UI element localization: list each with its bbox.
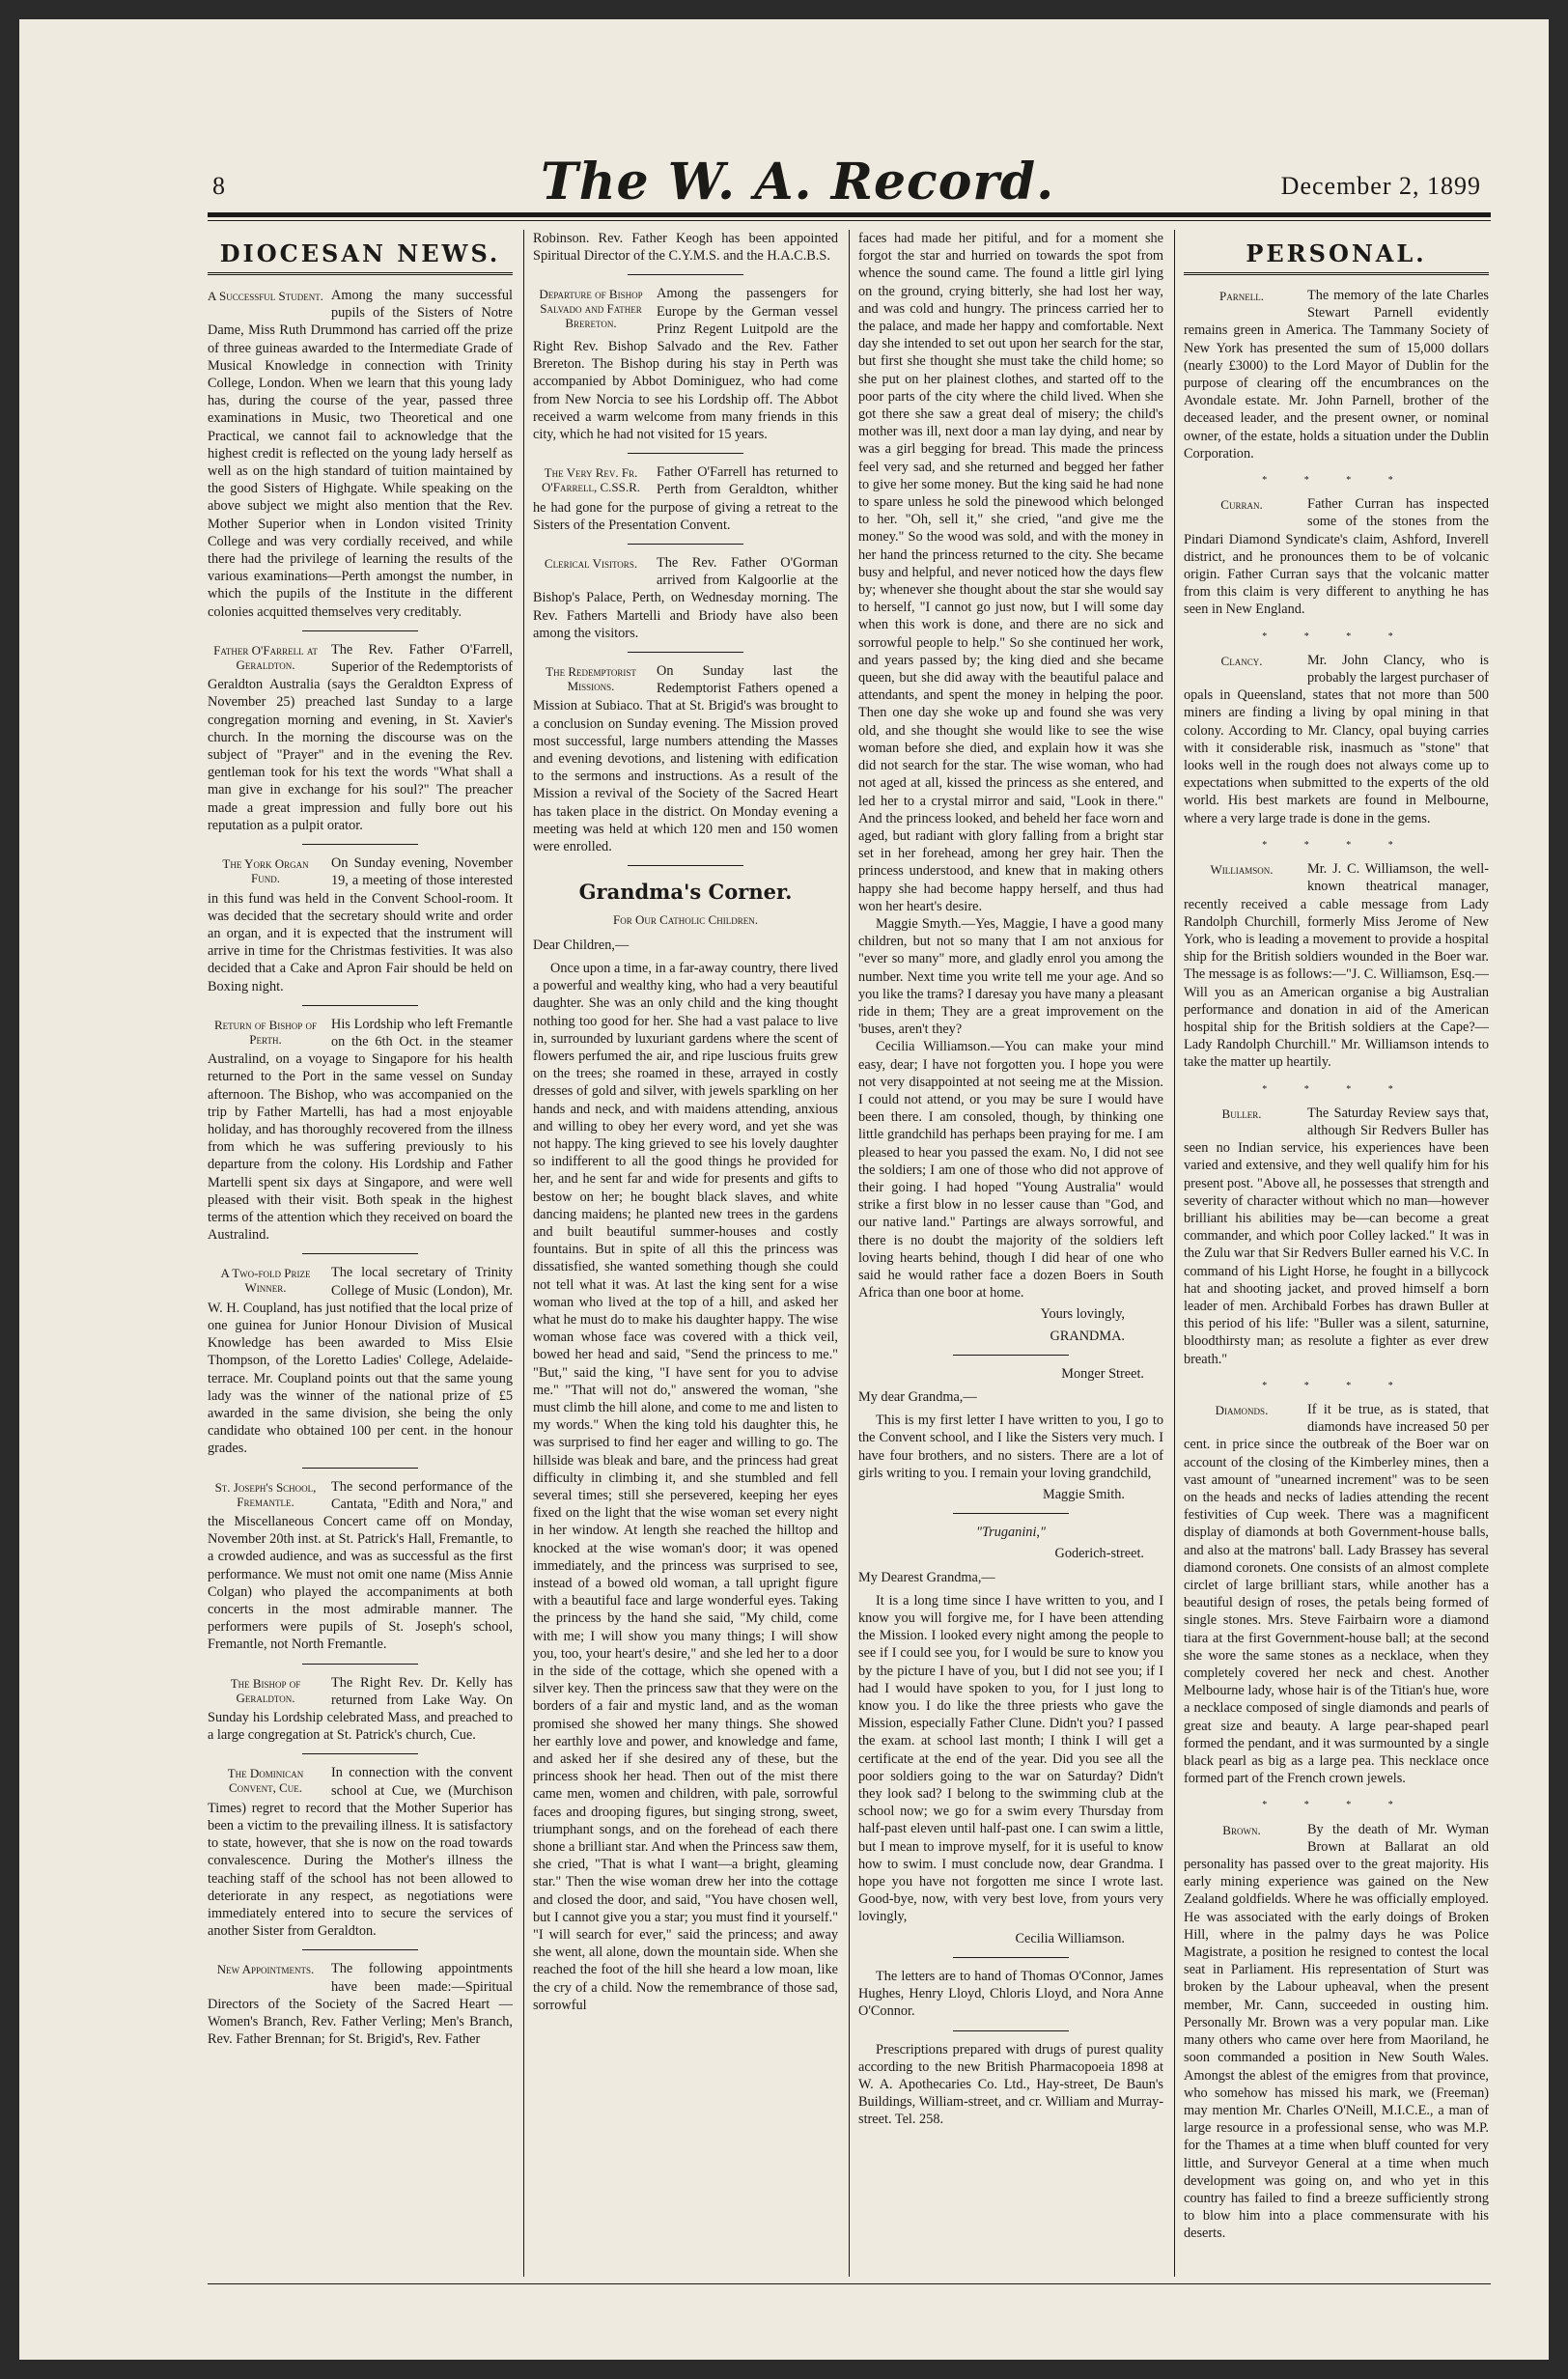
grandmas-corner-subtitle: For Our Catholic Children. (613, 911, 758, 927)
item-sidehead: Diamonds. (1215, 1402, 1269, 1417)
section-heading-personal: PERSONAL. (1184, 239, 1489, 275)
divider (302, 1753, 418, 1754)
item-text: Mr. John Clancy, who is probably the largest purchaser of opals in Queensland, states that not more than 500 miners are finding a living by opal mining in that colony. According to Mr. Clancy, opal buying carries with it considerable risk, inasmuch as "stone" that looks well in the rough does not always come up to expectations when submitted to the experts of the old world. His best markets are found in Melbourne, where a very large trade is done in the gems. (1184, 652, 1489, 826)
item-sidehead: Departure of Bishop Salvado and Father Brereton. (539, 287, 643, 331)
news-item (208, 1016, 513, 1245)
item-sidehead: Parnell. (1219, 289, 1264, 303)
column-three (858, 230, 1163, 2277)
signoff-grandma: GRANDMA. (1050, 1328, 1125, 1344)
divider (302, 1664, 418, 1665)
item-sidehead: Clancy. (1220, 653, 1263, 668)
divider (628, 544, 743, 545)
masthead (19, 19, 1549, 212)
item-sidehead: The Redemptorist Missions. (546, 664, 636, 694)
news-item (533, 285, 838, 443)
column-rule (849, 230, 850, 2277)
item-text: Among the many successful pupils of the Sisters of Notre Dame, Miss Ruth Drummond has carried off the prize of three guineas awarded to the Intermediate Grade of Musical Knowledge in connection with Trinity College, London. When we learn that this young lady has, during the course of the year, passed three examinations in Music, two Theoretical and one Practical, we cannot fail to acknowledge that the highest credit is reflected on the young lady herself as well as on the high standard of tuition maintained by the good Sisters of Highgate. While speaking on the above subject we might also mention that the Rev. Mother Superior when in London visited Trinity College and was very cordially received, and while there had the privilege of learning the results of the various examinations—Perth amongst the number, in which the pupils of the Institute in the different colonies acquitted themselves very creditably. (208, 288, 513, 620)
page-number: 8 (212, 172, 225, 200)
divider (953, 1957, 1069, 1958)
item-text: The Right Rev. Dr. Kelly has returned from Lake Way. On Sunday his Lordship celebrated Mass, and preached to a large congregation at St. Patrick's church, Cue. (208, 1674, 513, 1744)
news-item (1184, 1105, 1489, 1368)
news-item (1184, 287, 1489, 462)
reply-maggie-smyth: Maggie Smyth.—Yes, Maggie, I have a good many children, but not so many that I am not anxious for "ever so many" more, and gladly enrol you among the number. Next time you write tell me your age. And so you like the trams? I daresay you have many a pleasant ride in them; They are a great improvement on the 'buses, aren't they? (858, 915, 1163, 1038)
news-item (208, 1960, 513, 2048)
item-sidehead: Curran. (1220, 497, 1263, 513)
letter-address: "Truganini," (976, 1525, 1046, 1541)
column-rule (523, 230, 524, 2277)
letter-address-street: Goderich-street. (1054, 1546, 1144, 1562)
advertisement: Prescriptions prepared with drugs of purest quality according to the new British Pharmacopoeia 1898 at W. A. Apothecaries Co. Ltd., Hay-street, De Baun's Buildings, William-street, and cr. William and Murray-street. Tel. 258. (858, 2041, 1163, 2128)
item-text: On Sunday evening, November 19, a meeting of those interested in this fund was held in the Convent School-room. It was decided that the secretary should write and order an organ, and it is expected that the instrument will arrive in time for the Christmas festivities. It was also decided that a Cake and Apron Fair should be held on Boxing night. (208, 855, 513, 994)
item-text: The second performance of the Cantata, "Edith and Nora," and the Miscellaneous Concert came off on Monday, November 20th inst. at St. Patrick's Hall, Fremantle, to a crowded audience, and was as successful as the first performance. We must not omit one name (Miss Annie Colgan) who played the accompaniments at both concerts in the most admirable manner. The performers were pupils of St. Joseph's school, Fremantle, not North Fremantle. (208, 1478, 513, 1653)
salutation: Dear Children,— (533, 937, 630, 953)
news-item (533, 554, 838, 642)
letter-body: This is my first letter I have written to you, I go to the Convent school, and I like the Sisters very much. I have four brothers, and no sisters. There are a lot of girls writing to you. I remain your loving grandchild, (858, 1413, 1163, 1481)
letter-body: It is a long time since I have written to you, and I know you will forgive me, for I have been attending the Mission. I looked every night among the people to see if I could see you, for I would be sure to know you by the picture I have of you, but I did not see you; if I had I would have spoken to you, for I just long to know you. I do like the three priests who gave the Mission, especially Father Clune. Didn't you? I passed the exam. at school last month; I think I will get a certificate at the end of the year. Did you see all the poor soldiers going to the war on Saturday? Didn't they look sad? I belong to the swimming club at the school now; we go for a swim every Thursday from half-past eleven until half-past one. I can swim a little, but I mean to improve myself, for it is useful to know how to swim. I must conclude now, dear Grandma. I hope you have not forgotten me since I wrote last. Good-bye, now, with very best love, from yours very lovingly, (858, 1592, 1163, 1925)
item-sidehead: Buller. (1221, 1106, 1262, 1121)
letter-signature: Cecilia Williamson. (1015, 1930, 1125, 1946)
column-two (533, 230, 838, 2277)
divider (628, 865, 743, 866)
issue-date: December 2, 1899 (1280, 172, 1481, 200)
reply-cecilia-williamson: Cecilia Williamson.—You can make your mind easy, dear; I have not forgotten you. I hope you were not very disappointed at not seeing me at the Mission. I could not attend, or you may be sure I would have been there. I am consoled, though, by thinking one little grandchild has perhaps been praying for me. I am pleased to hear you passed the exam. No, I did not see the soldiers; I am one of those who did not approve of their going. I had hoped "Young Australia" would strike a first blow in no lesser cause than "God, and our native land." Partings are always sorrowful, and there is no doubt the majority of the soldiers left loving hearts behind, though I did hear of one who said he would rather face a dozen Boers in South Africa than one boor at home. (858, 1039, 1163, 1301)
item-text: Father O'Farrell has returned to Perth from Geraldton, whither he had gone for the purpose of giving a retreat to the Sisters of the Presentation Convent. (533, 464, 838, 533)
divider (628, 652, 743, 653)
news-item (1184, 652, 1489, 827)
news-item (1184, 860, 1489, 1071)
news-item (1184, 1821, 1489, 2243)
divider (953, 1355, 1069, 1356)
item-text: The local secretary of Trinity College of Music (London), Mr. W. H. Coupland, has just notified that the local prize of one guinea for Junior Honour Division of Musical Knowledge has been awarded to Miss Elsie Thompson, of the Loretto Ladies' College, Adelaide-terrace. Mr. Coupland points out that the same young lady was the winner of the national prize of £5 awarded in the same division, she being the only candidate who obtained 100 per cent. in the honour grades. (208, 1265, 513, 1457)
column-personal (1184, 230, 1489, 2277)
news-item (533, 662, 838, 855)
divider (953, 1513, 1069, 1514)
newspaper-page (19, 19, 1549, 2360)
item-sidehead: A Two-fold Prize Winner. (220, 1266, 311, 1296)
letter-signature: Maggie Smith. (1043, 1487, 1125, 1503)
news-item (208, 854, 513, 995)
separator-stars: * * * * (1262, 475, 1411, 487)
masthead-rule (208, 212, 1491, 217)
item-text: The memory of the late Charles Stewart Parnell evidently remains green in America. The Tammany Society of New York has presented the sum of 15,000 dollars (nearly £3000) to the Lord Mayor of Dublin for the purpose of clearing off the encumbrances on the Avondale estate. Mr. John Parnell, brother of the deceased leader, and the present owner, or nominal owner, of the estate, holds a situation under the Dublin Corporation. (1184, 288, 1489, 462)
diocesan-news-items (208, 287, 513, 2048)
grandmas-corner-title: Grandma's Corner. (578, 880, 793, 905)
item-text: Mr. J. C. Williamson, the well-known theatrical manager, recently received a cable message from Lady Randolph Churchill, formerly Miss Jerome of New York, who is leading a movement to provide a hospital ship for the British soldiers wounded in the Boer war. The message is as follows:—"J. C. Williamson, Esq.—Will you as an American organise a big Australian performance and donation in aid of the American hospital ship for the British soldiers at the Cape?—Lady Randolph Churchill." Mr. Williamson intends to take the matter up heartily. (1184, 861, 1489, 1071)
item-sidehead: St. Joseph's School, Fremantle. (214, 1479, 317, 1509)
separator-stars: * * * * (1262, 839, 1411, 851)
news-item (208, 1478, 513, 1654)
item-sidehead: Williamson. (1210, 862, 1274, 878)
item-text: On Sunday last the Redemptorist Fathers opened a Mission at Subiaco. That at St. Brigid's was brought to a conclusion on Sunday evening. The Mission proved most successful, large numbers attending the Masses and evening devotions, and listening with edification to the sermons and instructions. As a result of the Mission a revival of the Society of the Sacred Heart has taken place in the district. On Monday evening a meeting was held at which 120 men and 150 women were enrolled. (533, 663, 838, 855)
item-text: The Rev. Father O'Farrell, Superior of the Redemptorists of Geraldton Australia (says the Geraldton Express of November 25) preached last Sunday to a large congregation morning and evening, in St. Xavier's church. In the morning the discourse was on the subject of "Prayer" and in the evening the Rev. gentleman took for his text the words "What shall a man give in exchange for his soul?" The preacher made a great impression and fully bore out his reputation as a pulpit orator. (208, 641, 513, 833)
divider (302, 1253, 418, 1254)
column-diocesan-news (208, 230, 513, 2277)
divider (628, 453, 743, 454)
item-sidehead: Brown. (1222, 1822, 1261, 1837)
columns (208, 230, 1491, 2277)
news-item (208, 1674, 513, 1745)
item-sidehead: The Dominican Convent, Cue. (227, 1766, 304, 1796)
separator-stars: * * * * (1262, 1380, 1411, 1391)
letter-salutation: My dear Grandma,— (858, 1389, 977, 1405)
news-item (1184, 1401, 1489, 1787)
item-text: Among the passengers for Europe by the German vessel Prinz Regent Luitpold are the Right Rev. Bishop Salvado and the Rev. Father Brereton. The Bishop during his stay in Perth was accompanied by Abbot Dominiguez, who had come from New Norcia to see his Lordship off. The Abbot received a warm welcome from many friends in this city, which he had not visited for 15 years. (533, 286, 838, 443)
story-text: Once upon a time, in a far-away country, there lived a powerful and wealthy king, who had a very beautiful daughter. She was an only child and the king thought nothing too good for her. She had a vast palace to live in, surrounded by luxuriant gardens where the scent of flowers perfumed the air, and ripe luscious fruits grew on the trees; she roamed in these, arrayed in costly dresses of gold and silver, with jewels sparkling on her hands and neck, and with maidens attending, anxious and willing to obey her every word, and yet she was not happy. The king grieved to see his lovely daughter so indifferent to all the good things he provided for her, and he sent far and wide for presents and gifts to bestow on her; he bought black slaves, and white dancing maidens; he planted new trees in the gardens and built beautiful summer-houses and costly fountains. But in spite of all this the princess was dissatisfied, she wanted something though she could not tell what it was. At last the king sent for a wise woman who lived at the top of a hill, and asked her what he must do to make his daughter happy. The wise woman whose face was covered with a thick veil, bowed her head and said, "Send the princess to me." "But," said the king, "I have sent for you to advise me." "That will not do," answered the woman, "she must climb the hill alone, and come to me and listen to my words." When the king told his daughter this, he was surprised to find her eager and willing to go. The hillside was bleak and bare, and the princess had great difficulty in climbing it, and she stumbled and fell several times; still she persevered, keeping her eyes fixed on the light that the wise woman set every night in her window. At length she reached the hilltop and knocked at the wise woman's door; it was opened immediately, and the princess was surprised to see, instead of a bowed old woman, a tall upright figure with a beautiful face and large wonderful eyes. Taking the princess by the hand she said, "My child, come with me; I will show you many things; I will show you, too, your heart's desire," and she led her to a door in the side of the cottage, which she opened with a silver key. Then the princess saw that they were on the borders of a fair and mystic land, and as the woman promised she showed her many things. She showed her earthly love and power, and knowledge and fame, and asked her if she desired any of these, but the princess shook her head. Then out of the mist there came men, women and children, with pale, sorrowful faces and drooping figures, but singing strong, sweet, triumphant songs, and on the forehead of each there shone a brilliant star. And when the Princess saw them, she cried, "That is what I want—a bright, gleaming star." Then the wise woman drew her into the cottage and closed the door, and said, "You have chosen well, but I cannot give you a star; you must find it yourself." "I will search for ever," said the princess; and away she went, all alone, down the mountain side. When she reached the foot of the hill she heard a low moan, like the cry of a child. Now the remembrance of those sad, sorrowful (533, 960, 838, 2013)
personal-items (1184, 287, 1489, 2243)
newspaper-title: The W. A. Record. (541, 153, 1055, 211)
item-text: In connection with the convent school at Cue, we (Murchison Times) regret to record that the Mother Superior has been a victim to the prevailing illness. It is satisfactory to state, however, that she is now on the road towards convalescence. During the Mother's illness the teaching staff of the school has not been allowed to deteriorate in any respect, as negotiations were immediately entered into to secure the services of another Sister from Geraldton. (208, 1765, 513, 1940)
item-sidehead: The York Organ Fund. (222, 856, 309, 886)
divider (302, 1468, 418, 1469)
masthead-rule-thin (208, 220, 1491, 221)
continued-paragraph: Robinson. Rev. Father Keogh has been appointed Spiritual Director of the C.Y.M.S. and the H.A.C.B.S. (533, 231, 838, 265)
item-text: The following appointments have been made:—Spiritual Directors of the Society of the Sacred Heart — Women's Branch, Rev. Father Verling; Men's Branch, Rev. Father Brennan; for St. Brigid's, Rev. Father (208, 1961, 513, 2048)
item-sidehead: Clerical Visitors. (544, 556, 638, 572)
item-text: Father Curran has inspected some of the stones from the Pindari Diamond Syndicate's claim, Ashford, Inverell district, and he pronounces them to be of volcanic origin. Father Curran says that the volcanic matter from this claim is very different to anything he has seen in New England. (1184, 496, 1489, 618)
divider (302, 630, 418, 631)
item-text: The Rev. Father O'Gorman arrived from Kalgoorlie at the Bishop's Palace, Perth, on Wednesday morning. The Rev. Fathers Martelli and Briody have also been among the visitors. (533, 555, 838, 641)
item-sidehead: The Very Rev. Fr. O'Farrell, C.SS.R. (541, 465, 640, 495)
column-two-items (533, 285, 838, 855)
column-rule (1174, 230, 1175, 2277)
item-text: His Lordship who left Fremantle on the 6th Oct. in the steamer Australind, on a voyage to Singapore for his health returned to the Port in the same vessel on Sunday afternoon. The Bishop, who was accompanied on the trip by Father Martelli, has had a most enjoyable holiday, and has thoroughly recovered from the illness from which he was suffering previously to his departure from the colony. His Lordship and Father Martelli spent six days at Singapore, and were well pleased with their visit. Both speak in the highest terms of the attention which they received on board the Australind. (208, 1016, 513, 1244)
news-item (533, 463, 838, 534)
signoff-line: Yours lovingly, (1040, 1306, 1125, 1323)
letters-received-note: The letters are to hand of Thomas O'Connor, James Hughes, Henry Lloyd, Chloris Lloyd, and Nora Anne O'Connor. (858, 1968, 1163, 2020)
news-item (208, 641, 513, 834)
news-item (208, 1264, 513, 1457)
divider (302, 1949, 418, 1950)
divider (628, 274, 743, 275)
section-heading-diocesan-news: DIOCESAN NEWS. (208, 239, 513, 275)
news-item (208, 287, 513, 621)
news-item (1184, 495, 1489, 618)
item-sidehead: The Bishop of Geraldton. (230, 1675, 301, 1705)
divider (302, 1005, 418, 1006)
divider (302, 844, 418, 845)
item-sidehead: Father O'Farrell at Geraldton. (213, 642, 318, 672)
news-item (208, 1764, 513, 1940)
divider (953, 2030, 1069, 2031)
item-sidehead: A Successful Student. (208, 289, 323, 303)
item-text: If it be true, as is stated, that diamonds have increased 50 per cent. in price since the outbreak of the Boer war on account of the closing of the Kimberley mines, then a vast amount of "unearned increment" was to be seen on the heads and necks of ladies attending the recent festivities of Cup week. There was a magnificent display of diamonds at both Government-house balls, and also at the matrons' ball. Lady Brassey has several diamond coronets. One consists of an almost complete circlet of large brilliant stars, while another has a beautiful design of roses, the petals being formed of single stones. Mrs. Steve Fairbairn wore a diamond tiara at the first Government-house ball; at the second she wore the same stones as a necklace, when they completely covered her neck and chest. Another Melbourne lady, whose hair is of the Titian's hue, wore a necklace composed of single diamonds and pearls of great size and beauty. A large pear-shaped pearl formed the pendant, and it was surmounted by a single black pearl as big as a large pea. This necklace once formed part of the French crown jewels. (1184, 1401, 1489, 1787)
story-continued: faces had made her pitiful, and for a moment she forgot the star and hurried on towards the spot from whence the sound came. The found a little girl lying on the ground, crying bitterly, she had lost her way, and was cold and hungry. The princess carried her to the palace, and made her happy and comfortable. Next day she intended to set out upon her search for the star, but first she thought she must take the child home; so she put on her plainest clothes, and started off to the poor parts of the city where the child lived. When she got there she saw a great deal of misery; the child's mother was ill, next door a man lay dying, and near by was a girl begging for bread. This made the princess feel very sad, and she returned and begged her father to give her some money. But the king said he had none to spare unless he sold the pinewood which belonged to her. "Oh, sell it," she cried, "and give me the money." So the wood was sold, and with the money in her hand the princess returned to the city. She became busy and helpful, and never noticed how the days flew by; whenever she thought about the star she would say to herself, "I cannot go just now, but I will some day when this work is done, and there are no sick and sorrowful people to help." So she continued her work, and years passed by; the king died and she became queen, but she did away with the beautiful palace and attendants, and spent the money in helping the poor. Then one day she woke up and found she was very old, and she thought she would like to see the wise woman before she died, and explain how it was she did not search for the star. The wise woman, who had not aged at all, kissed the princess as she entered, and led her to a crystal mirror and said, "Look in there." And the princess looked, and beheld her face worn and aged, but radiant with glory falling from a bright star set in her forehead, among her grey hair. Then the princess understood, and knew that in making others happy she had become happy herself, and thus had won her heart's desire. (858, 231, 1163, 914)
letter-address: Monger Street. (1061, 1365, 1144, 1382)
bottom-rule (208, 2283, 1491, 2284)
letter-salutation: My Dearest Grandma,— (858, 1569, 995, 1585)
item-sidehead: New Appointments. (216, 1962, 315, 1977)
item-text: By the death of Mr. Wyman Brown at Ballarat an old personality has passed over to the great majority. His early mining experience was gained on the New Zealand goldfields. Where he was officially employed. He was associated with the early doings of Broken Hill, where in the palmy days he was Police Magistrate, a position he resigned to contest the local seat in Parliament. His representation of Sturt was broken by the Labour upheaval, when the present member, Mr. Cann, succeeded in ousting him. Personally Mr. Brown was a very popular man. Like many others who came over here from Maoriland, he soon commanded a position in New South Wales. Amongst the ablest of the emigres from that province, who somehow has missed his mark, we (Freeman) may mention Mr. Charles O'Neill, M.I.C.E., a man of large resource in a professional sense, who was M.P. for the Thames at a time when bluff counted for very little, and Surveyor General at a time when much development was going on, and who yet in this country has failed to find a breeze sufficiently strong to blow him into a place commensurate with his deserts. (1184, 1821, 1489, 2242)
separator-stars: * * * * (1262, 1083, 1411, 1095)
item-sidehead: Return of Bishop of Perth. (213, 1017, 318, 1047)
separator-stars: * * * * (1262, 1800, 1411, 1811)
item-text: The Saturday Review says that, although Sir Redvers Buller has seen no Indian service, his experiences have been varied and extensive, and they well qualify him for his present post. "Above all, he possesses that strength and severity of character without which no man—however brilliant his abilities may be—can become a great commander, and which poor Colley lacked." It was in the Zulu war that Sir Redvers Buller earned his V.C. In command of his Light Horse, he fought in a billycock hat and shooting jacket, and proved himself a born leader of men. Archibald Forbes has drawn Buller at this period of his life: "Buller was a silent, saturnine, bloodthirsty man; as resolute a fighter as ever drew breath." (1184, 1105, 1489, 1367)
separator-stars: * * * * (1262, 630, 1411, 642)
